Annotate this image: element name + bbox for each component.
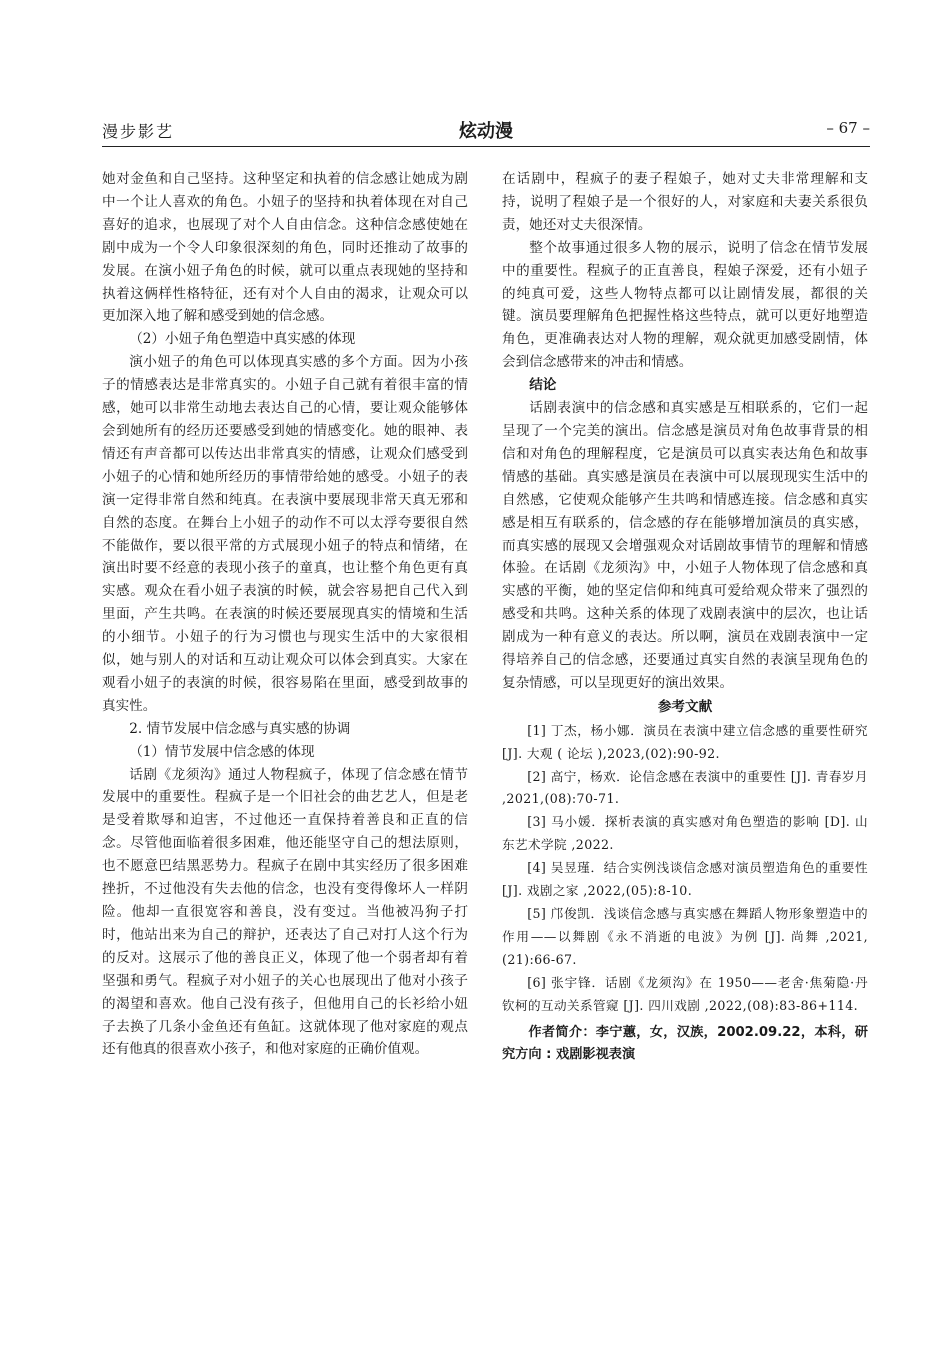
- journal-title: 炫动漫: [459, 121, 513, 142]
- reference-item: [2] 高宁，杨欢．论信念感在表演中的重要性 [J]. 青春岁月 ,2021,(08):70-71.: [502, 768, 868, 807]
- reference-item: [4] 吴昱瑾．结合实例浅谈信念感对演员塑造角色的重要性 [J]. 戏剧之家 ,2022,(05):8-10.: [502, 860, 868, 899]
- left-column: [102, 168, 468, 1061]
- conclusion-heading: 结论: [529, 377, 557, 394]
- paragraph: 话剧《龙须沟》通过人物程疯子，体现了信念感在情节发展中的重要性。程疯子是一个旧社会的曲艺艺人，但是老是受着欺辱和迫害，不过他还一直保持着善良和正直的信念。尽管他面临着很多困难，他还能坚守自己的想法原则，也不愿意巴结黑恶势力。程疯子在剧中其实经历了很多困难挫折，不过他没有失去他的信念，也没有变得像坏人一样阴险。他却一直很宽容和善良，没有变过。当他被冯狗子打时，他站出来为自己的辩护，还表达了自己对打人这个行为的反对。这展示了他的善良正义，体现了他一个弱者却有着坚强和勇气。程疯子对小妞子的关心也展现出了他对小孩子的渴望和喜欢。他自己没有孩子，但他用自己的长衫给小妞子去换了几条小金鱼还有鱼缸。这就体现了他对家庭的观点还有他真的很喜欢小孩子，和他对家庭的正确价值观。: [102, 766, 468, 1058]
- reference-item: [6] 张宇锋．话剧《龙须沟》在 1950——老舍·焦菊隐·丹钦柯的互动关系管窥 [J]. 四川戏剧 ,2022,(08):83-86+114.: [502, 974, 868, 1013]
- page-header: [102, 117, 870, 147]
- reference-item: [5] 邝俊凯．浅谈信念感与真实感在舞蹈人物形象塑造中的作用——以舞剧《永不消逝的电波》为例 [J]. 尚舞 ,2021,(21):66-67.: [502, 906, 868, 967]
- subsection-heading: （1）情节发展中信念感的体现: [129, 743, 315, 760]
- paragraph: 在话剧中，程疯子的妻子程娘子，她对丈夫非常理解和支持，说明了程娘子是一个很好的人，对家庭和夫妻关系很负责，她还对丈夫很深情。: [502, 171, 868, 233]
- paragraph: 演小妞子的角色可以体现真实感的多个方面。因为小孩子的情感表达是非常真实的。小妞子自己就有着很丰富的情感，她可以非常生动地去表达自己的心情，要让观众能够体会到她所有的经历还要感受到她的情感变化。她的眼神、表情还有声音都可以传达出非常真实的情感，让观众们感受到小妞子的心情和她所经历的事情带给她的感受。小妞子的表演一定得非常自然和纯真。在表演中要展现非常天真无邪和自然的态度。在舞台上小妞子的动作不可以太浮夸要很自然不能做作，要以很平常的方式展现小妞子的特点和情绪，在演出时要不经意的表现小孩子的童真，也让整个角色更有真实感。观众在看小妞子表演的时候，就会容易把自己代入到里面，产生共鸣。在表演的时候还要展现真实的情境和生活的小细节。小妞子的行为习惯也与现实生活中的大家很相似，她与别人的对话和互动让观众可以体会到真实。大家在观看小妞子的表演的时候，很容易陷在里面，感受到故事的真实性。: [102, 354, 468, 714]
- reference-item: [3] 马小媛．探析表演的真实感对角色塑造的影响 [D]. 山东艺术学院 ,2022.: [502, 814, 868, 853]
- author-bio: 作者简介：李宁蕙，女，汉族，2002.09.22，本科，研究方向 : 戏剧影视表演: [502, 1024, 868, 1063]
- section-heading: 2. 情节发展中信念感与真实感的协调: [129, 720, 351, 737]
- subsection-heading: （2）小妞子角色塑造中真实感的体现: [129, 331, 356, 348]
- paragraph: 话剧表演中的信念感和真实感是互相联系的，它们一起呈现了一个完美的演出。信念感是演员对角色故事背景的相信和对角色的理解程度，它是演员可以真实表达角色和故事情感的基础。真实感是演员在表演中可以展现现实生活中的自然感，它使观众能够产生共鸣和情感连接。信念感和真实感是相互有联系的，信念感的存在能够增加演员的真实感，而真实感的展现又会增强观众对话剧故事情节的理解和情感体验。在话剧《龙须沟》中，小妞子人物体现了信念感和真实感的平衡，她的坚定信仰和纯真可爱给观众带来了强烈的感受和共鸣。这种关系的体现了戏剧表演中的层次，也让话剧成为一种有意义的表达。所以啊，演员在戏剧表演中一定得培养自己的信念感，还要通过真实自然的表演呈现角色的复杂情感，可以呈现更好的演出效果。: [502, 400, 868, 691]
- paragraph: 她对金鱼和自己坚持。这种坚定和执着的信念感让她成为剧中一个让人喜欢的角色。小妞子的坚持和执着体现在对自己喜好的追求，也展现了对个人自由信念。这种信念感使她在剧中成为一个令人印象很深刻的角色，同时还推动了故事的发展。在演小妞子角色的时候，就可以重点表现她的坚持和执着这俩样性格特征，还有对个人自由的渴求，让观众可以更加深入地了解和感受到她的信念感。: [102, 171, 468, 325]
- page-number: – 67 –: [826, 119, 870, 137]
- header-rule: [102, 146, 870, 147]
- paragraph: 整个故事通过很多人物的展示，说明了信念在情节发展中的重要性。程疯子的正直善良，程娘子深爱，还有小妞子的纯真可爱，这些人物特点都可以让剧情发展，都很的关键。演员要理解角色把握性格这些特点，就可以更好地塑造角色，更准确表达对人物的理解，观众就更加感受剧情，体会到信念感带来的冲击和情感。: [502, 239, 868, 371]
- right-column: [502, 168, 868, 1067]
- reference-item: [1] 丁杰，杨小娜．演员在表演中建立信念感的重要性研究 [J]. 大观 ( 论坛 ),2023,(02):90-92.: [502, 722, 868, 761]
- references-title: 参考文献: [657, 698, 713, 715]
- column-name: 漫步影艺: [102, 122, 175, 141]
